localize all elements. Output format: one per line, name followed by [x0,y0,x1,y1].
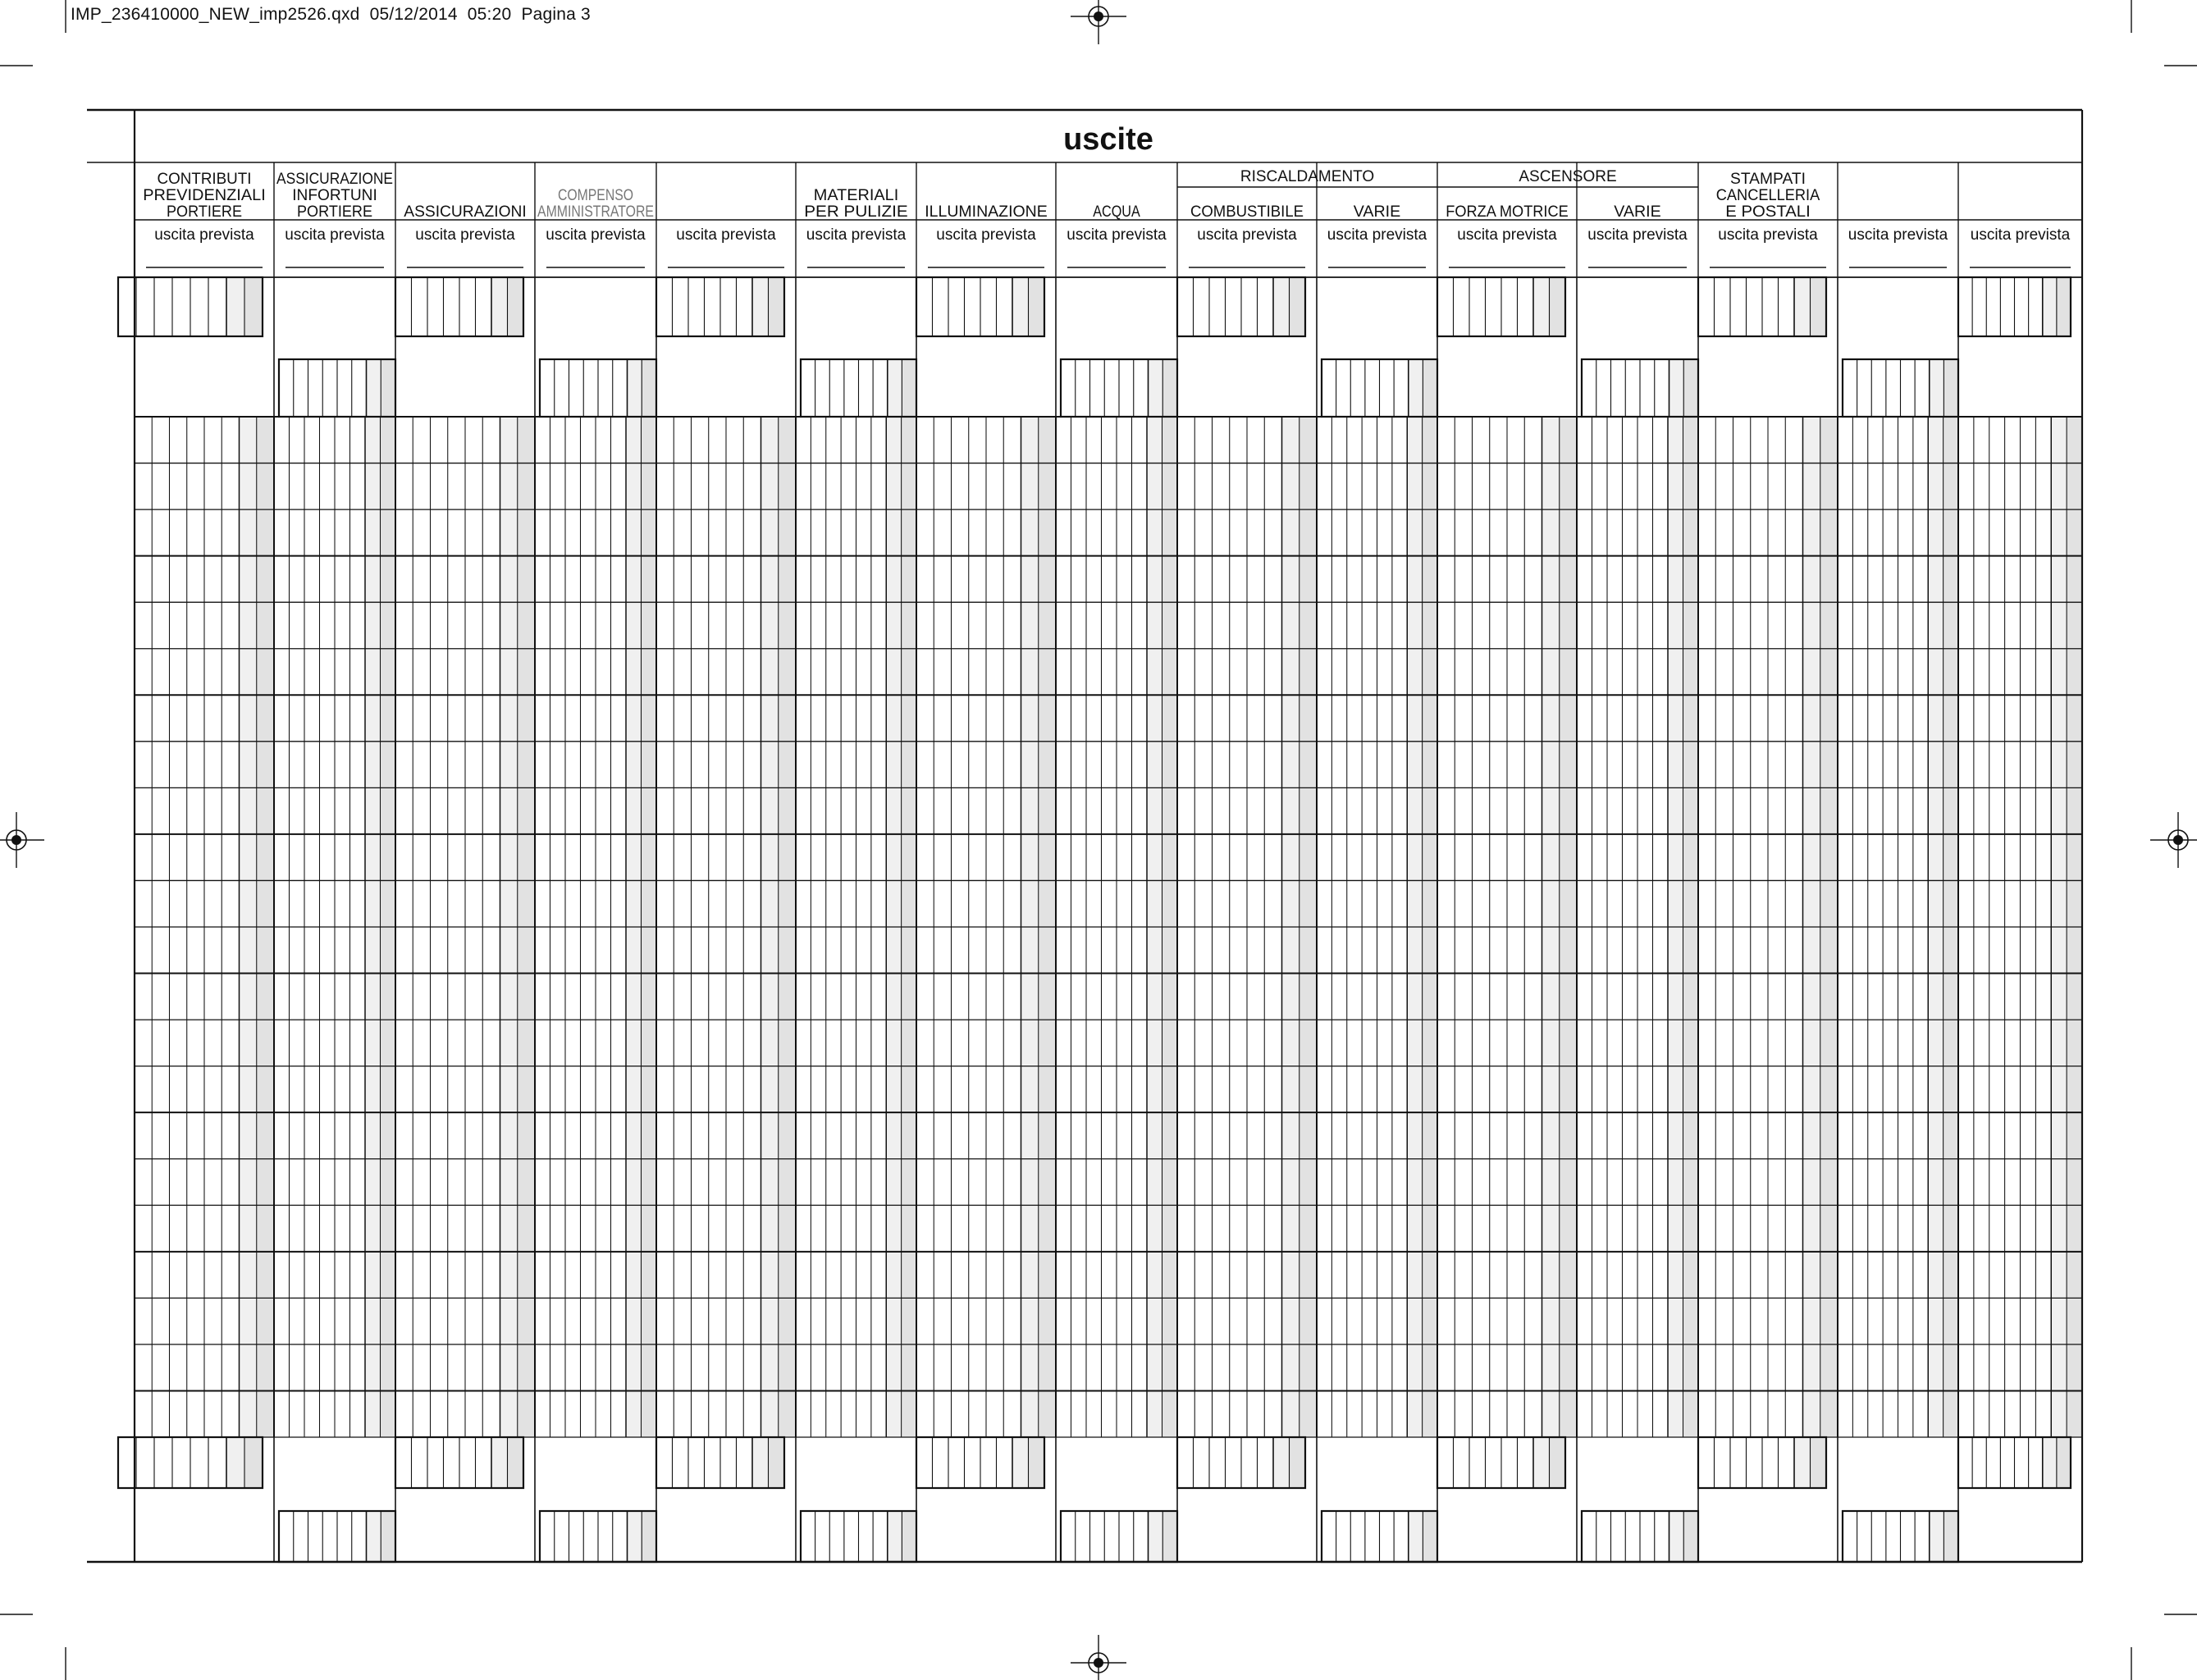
slug-date: 05/12/2014 [369,5,458,24]
group-header-label: RISCALDAMENTO [1240,168,1375,185]
column-label: COMBUSTIBILE [1190,203,1304,221]
uscita-prevista-label: uscita prevista [546,226,646,244]
strip-shade [888,359,902,417]
column-label: PREVIDENZIALI [143,187,266,204]
strip-shade [367,359,381,417]
strip-shade [1029,1437,1045,1488]
strip-shade [1533,1437,1550,1488]
strip-shade [1149,1511,1163,1562]
uscita-prevista-label: uscita prevista [936,226,1036,244]
strip-shade [244,277,263,336]
strip-shade [1550,1437,1566,1488]
strip-shade [1794,277,1811,336]
strip-shade [1409,359,1423,417]
strip-shade [902,359,916,417]
strip-shade [1423,1511,1437,1562]
strip-shade [491,277,508,336]
uscita-prevista-label: uscita prevista [285,226,385,244]
uscita-prevista-label: uscita prevista [1197,226,1297,244]
uscita-prevista-label: uscita prevista [1718,226,1818,244]
strip-shade [508,277,524,336]
column-label: CANCELLERIA [1715,187,1820,204]
strip-shade [508,1437,524,1488]
strip-shade [1273,1437,1290,1488]
column-label: PORTIERE [297,203,372,221]
strip-shade [752,277,769,336]
uscita-prevista-label: uscita prevista [415,226,515,244]
strip-shade [1811,277,1827,336]
header-labels [143,122,2070,244]
uscita-prevista-label: uscita prevista [1970,226,2071,244]
strip-shade [1533,277,1550,336]
column-label: ILLUMINAZIONE [925,203,1048,221]
column-label: VARIE [1614,203,1661,221]
strip-shade [902,1511,916,1562]
uscita-prevista-label: uscita prevista [806,226,907,244]
column-label: ASSICURAZIONI [404,203,527,221]
register-title: uscite [1063,122,1153,157]
column-label: ACQUA [1093,203,1141,221]
column-label: INFORTUNI [292,187,377,204]
strip-shade [381,359,395,417]
strip-shade [1930,359,1944,417]
strip-shade [1944,1511,1958,1562]
gray-shading [226,277,2082,1562]
strip-shade [628,1511,642,1562]
strip-shade [1149,359,1163,417]
strip-shade [1683,1511,1698,1562]
uscita-prevista-label: uscita prevista [676,226,776,244]
slug-time: 05:20 [467,5,512,24]
uscita-prevista-label: uscita prevista [1587,226,1688,244]
strip-shade [1669,1511,1684,1562]
column-label: E POSTALI [1725,203,1811,221]
column-label: FORZA MOTRICE [1446,203,1569,221]
strip-shade [1012,1437,1029,1488]
strip-shade [244,1437,263,1488]
strip-shade [642,359,656,417]
strip-shade [1811,1437,1827,1488]
strip-shade [1794,1437,1811,1488]
column-label: AMMINISTRATORE [537,203,654,221]
strip-shade [226,277,244,336]
strip-shade [628,359,642,417]
strip-shade [381,1511,395,1562]
group-header-label: ASCENSORE [1519,168,1617,185]
strip-shade [2043,1437,2057,1488]
strip-shade [769,1437,785,1488]
column-label: COMPENSO [558,187,633,204]
strip-shade [1683,359,1698,417]
column-label: MATERIALI [813,187,899,204]
strip-shade [752,1437,769,1488]
strip-shade [1550,277,1566,336]
strip-shade [1423,359,1437,417]
column-label: PORTIERE [167,203,242,221]
strip-shade [1162,1511,1177,1562]
strip-shade [1944,359,1958,417]
strip-shade [1409,1511,1423,1562]
strip-shade [1290,277,1306,336]
column-label: PER PULIZIE [804,203,908,221]
uscita-prevista-label: uscita prevista [154,226,254,244]
strip-shade [2043,277,2057,336]
strip-shade [1930,1511,1944,1562]
uscita-prevista-label: uscita prevista [1848,226,1948,244]
strip-shade [491,1437,508,1488]
slug-filename: IMP_236410000_NEW_imp2526.qxd [71,5,360,24]
strip-shade [1290,1437,1306,1488]
uscita-prevista-label: uscita prevista [1327,226,1427,244]
strip-shade [1012,277,1029,336]
strip-shade [367,1511,381,1562]
strip-shade [1669,359,1684,417]
uscita-prevista-label: uscita prevista [1067,226,1167,244]
column-label: STAMPATI [1730,171,1806,188]
strip-shade [2057,1437,2071,1488]
strip-shade [769,277,785,336]
strip-shade [1162,359,1177,417]
strip-shade [642,1511,656,1562]
strip-shade [888,1511,902,1562]
strip-shade [2057,277,2071,336]
column-label: ASSICURAZIONE [276,171,393,188]
slug-page: Pagina 3 [521,5,591,24]
column-label: CONTRIBUTI [157,171,252,188]
strip-shade [226,1437,244,1488]
strip-shade [1273,277,1290,336]
column-label: VARIE [1353,203,1401,221]
uscita-prevista-label: uscita prevista [1457,226,1557,244]
strip-shade [1029,277,1045,336]
